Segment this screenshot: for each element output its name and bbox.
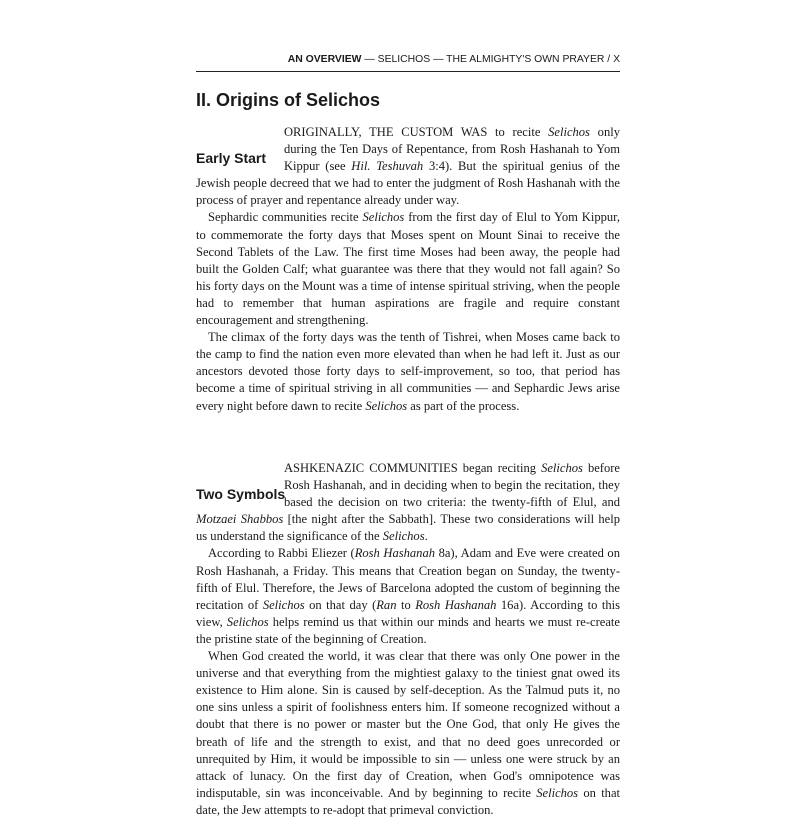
paragraph-5: According to Rabbi Eliezer (Rosh Hashanah 8a), Adam and Eve were created on Rosh Hashanah, a Friday. This means that Creation began on Sunday, the twenty-fifth of Elul. Therefore, the Jews of Barcelona adopted the custom of beginning the recitation of Selichos on that day (Ran to Rosh Hashanah 16a). According to this view, Selichos helps remind us that within our minds and hearts we must re-create the pristine state of the beginning of Creation. <box>196 546 620 646</box>
header-rule <box>196 71 620 72</box>
running-head-rest: — SELICHOS — THE ALMIGHTY'S OWN PRAYER / X <box>361 54 620 65</box>
side-head-two-symbols: Two Symbols <box>196 486 286 502</box>
paragraph-3: The climax of the forty days was the tenth of Tishrei, when Moses came back to the camp to find the nation even more elevated than when he had left it. Just as our ancestors devoted those forty days to self-improvement, so too, that period has become a time of spiritual striving in all communities — and Sephardic Jews arise every night before dawn to recite Selichos as part of the process. <box>196 330 620 413</box>
book-page <box>196 0 621 817</box>
paragraph-1: ORIGINALLY, THE CUSTOM WAS to recite Selichos only during the Ten Days of Repentance, from Rosh Hashanah to Yom Kippur (see Hil. Teshuvah 3:4). But the spiritual genius of the Jewish people decreed that we had to enter the judgment of Rosh Hashanah with the process of prayer and repentance already under way. <box>196 125 620 208</box>
text-block-2 <box>196 460 620 819</box>
running-head-bold: AN OVERVIEW <box>287 54 362 65</box>
paragraph-4: ASHKENAZIC COMMUNITIES began reciting Selichos before Rosh Hashanah, and in deciding when to begin the recitation, they based the decision on two criteria: the twenty-fifth of Elul, and Motzaei Shabbos [the night after the Sabbath]. These two considerations will help us understand the significance of the Selichos. <box>196 461 621 544</box>
running-head <box>196 54 620 65</box>
side-head-early-start: Early Start <box>196 150 267 166</box>
section-title: II. Origins of Selichos <box>196 90 381 110</box>
text-block-1 <box>196 124 620 415</box>
paragraph-2: Sephardic communities recite Selichos from the first day of Elul to Yom Kippur, to commemorate the forty days that Moses spent on Mount Sinai to receive the Second Tablets of the Law. The first time Moses had been away, the people had built the Golden Calf; what guarantee was there that they would not fall again? So his forty days on the Mount was a time of intense spiritual striving, when the people had to remember that human aspirations are fragile and require constant encouragement and strengthening. <box>196 210 620 328</box>
paragraph-6: When God created the world, it was clear that there was only One power in the universe and that everything from the mightiest galaxy to the tiniest gnat owed its existence to Him alone. Sin is caused by self-deception. As the Talmud puts it, no one sins unless a spirit of foolishness enters him. If someone recognized without a doubt that there is no power or master but the One God, that only He gives the breath of life and the strength to exist, and that no deed goes unrecorded or unrequited by Him, it would be impossible to sin — unless one were struck by an attack of lunacy. On the first day of Creation, when God's omnipotence was indisputable, sin was inconceivable. And by beginning to recite Selichos on that date, the Jew attempts to re-adopt that primeval conviction. <box>196 649 621 817</box>
